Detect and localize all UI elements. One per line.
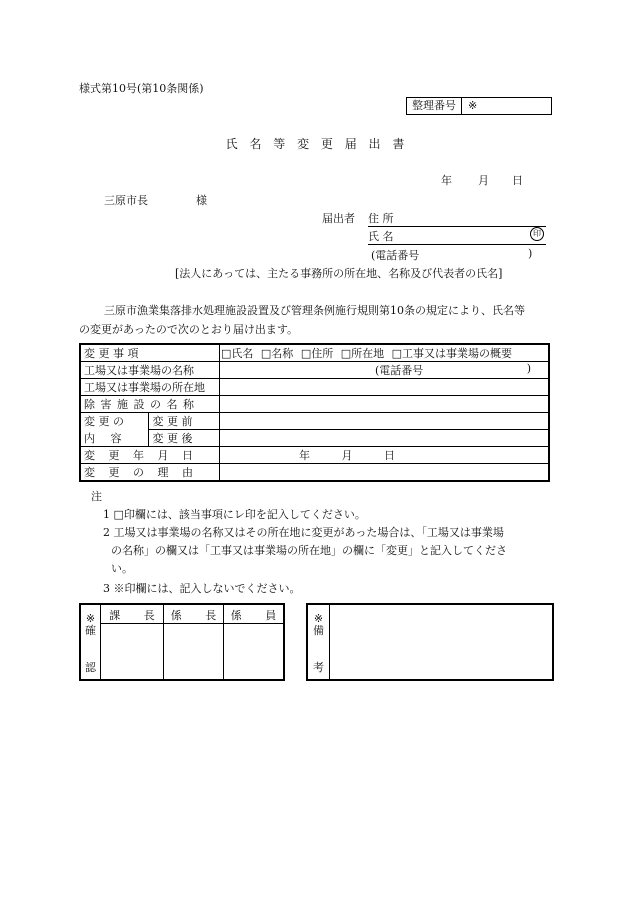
note-3: 3 ※印欄には、記入しないでください。 xyxy=(103,582,301,595)
remarks-char-1: 備 xyxy=(313,624,324,637)
confirmation-label xyxy=(81,605,101,679)
phone-label: (電話番号 xyxy=(371,249,420,262)
body-text-line-2: の変更があったので次のとおり届け出ます。 xyxy=(79,323,299,336)
confirmation-mark: ※ xyxy=(85,612,96,625)
date-day: 日 xyxy=(512,174,523,187)
change-details-table xyxy=(79,343,550,482)
change-date-label: 変 更 年 月 日 xyxy=(80,447,220,464)
change-content-label-1: 変 更 の xyxy=(80,413,149,430)
remarks-input-area[interactable] xyxy=(330,605,552,679)
after-change-label: 変 更 後 xyxy=(149,430,220,447)
note-2-line-3: い。 xyxy=(111,562,133,575)
staff-stamp-area[interactable] xyxy=(224,624,283,679)
name-label: 氏 名 xyxy=(368,230,394,243)
option-location[interactable]: □所在地 xyxy=(340,347,385,360)
reference-number-mark: ※ xyxy=(468,99,478,112)
staff-label: 係 員 xyxy=(230,609,277,622)
confirmation-char-2: 認 xyxy=(85,661,96,674)
after-change-value[interactable] xyxy=(220,430,550,447)
option-name[interactable]: □氏名 xyxy=(221,347,254,360)
table-row xyxy=(80,379,549,396)
name-field[interactable] xyxy=(368,228,546,245)
factory-phone-close: ) xyxy=(526,362,531,375)
date-year: 年 xyxy=(441,174,452,187)
address-label: 住 所 xyxy=(368,212,394,225)
table-row xyxy=(80,344,549,362)
confirmation-char-1: 確 xyxy=(85,624,96,637)
factory-name-label: 工場又は事業場の名称 xyxy=(80,362,220,379)
note-1: 1 □印欄には、該当事項にレ印を記入してください。 xyxy=(103,508,366,521)
factory-phone-label: (電話番号 xyxy=(375,364,424,377)
remarks-box xyxy=(306,603,554,681)
form-number: 様式第10号(第10条関係) xyxy=(79,82,204,95)
table-row xyxy=(80,413,549,430)
corporate-note: [法人にあっては、主たる事務所の所在地、名称及び代表者の氏名] xyxy=(175,267,503,280)
change-item-label: 変 更 事 項 xyxy=(80,344,220,362)
honorific: 様 xyxy=(196,194,207,207)
before-change-label: 変 更 前 xyxy=(149,413,220,430)
note-2-line-1: 2 工場又は事業場の名称又はその所在地に変更があった場合は、「工場又は事業場 xyxy=(103,526,504,539)
option-overview[interactable]: □工事又は事業場の概要 xyxy=(391,347,513,360)
option-address[interactable]: □住所 xyxy=(300,347,334,360)
reference-number-label: 整理番号 xyxy=(407,98,462,114)
factory-name-value[interactable] xyxy=(220,362,550,379)
date-month: 月 xyxy=(478,174,489,187)
change-date-year: 年 xyxy=(299,449,310,462)
section-chief-stamp-area[interactable] xyxy=(101,624,163,679)
change-item-options xyxy=(220,344,550,362)
seal-icon: 印 xyxy=(530,227,544,241)
address-field[interactable] xyxy=(368,210,546,227)
change-date-day: 日 xyxy=(384,449,395,462)
before-change-value[interactable] xyxy=(220,413,550,430)
factory-location-value[interactable] xyxy=(220,379,550,396)
table-row xyxy=(80,430,549,447)
subsection-chief-label: 係 長 xyxy=(170,609,217,622)
reference-number-box xyxy=(406,97,552,115)
notes-heading: 注 xyxy=(91,490,102,503)
remarks-mark: ※ xyxy=(313,612,324,625)
remarks-char-2: 考 xyxy=(313,661,324,674)
remarks-label xyxy=(308,605,330,679)
change-reason-label: 変 更 の 理 由 xyxy=(80,464,220,482)
facility-name-label: 除 害 施 設 の 名 称 xyxy=(80,396,220,413)
change-content-label-2: 内 容 xyxy=(80,430,149,447)
subsection-chief-stamp-area[interactable] xyxy=(164,624,223,679)
addressee: 三原市長 xyxy=(104,194,148,207)
facility-name-value[interactable] xyxy=(220,396,550,413)
applicant-label: 届出者 xyxy=(322,212,355,225)
body-text-line-1: 三原市漁業集落排水処理施設設置及び管理条例施行規則第10条の規定により、氏名等 xyxy=(104,304,525,317)
section-chief-label: 課 長 xyxy=(109,609,155,622)
change-reason-value[interactable] xyxy=(220,464,550,482)
note-2-line-2: の名称」の欄又は「工事又は事業場の所在地」の欄に「変更」と記入してくださ xyxy=(111,544,507,557)
change-date-value[interactable] xyxy=(220,447,550,464)
factory-location-label: 工場又は事業場の所在地 xyxy=(80,379,220,396)
phone-close: ) xyxy=(528,247,533,260)
option-title[interactable]: □名称 xyxy=(260,347,294,360)
page-title: 氏 名 等 変 更 届 出 書 xyxy=(225,137,405,151)
table-row xyxy=(80,464,549,482)
table-row xyxy=(80,396,549,413)
table-row xyxy=(80,362,549,379)
table-row xyxy=(80,447,549,464)
change-date-month: 月 xyxy=(341,449,353,462)
confirmation-box xyxy=(79,603,285,681)
